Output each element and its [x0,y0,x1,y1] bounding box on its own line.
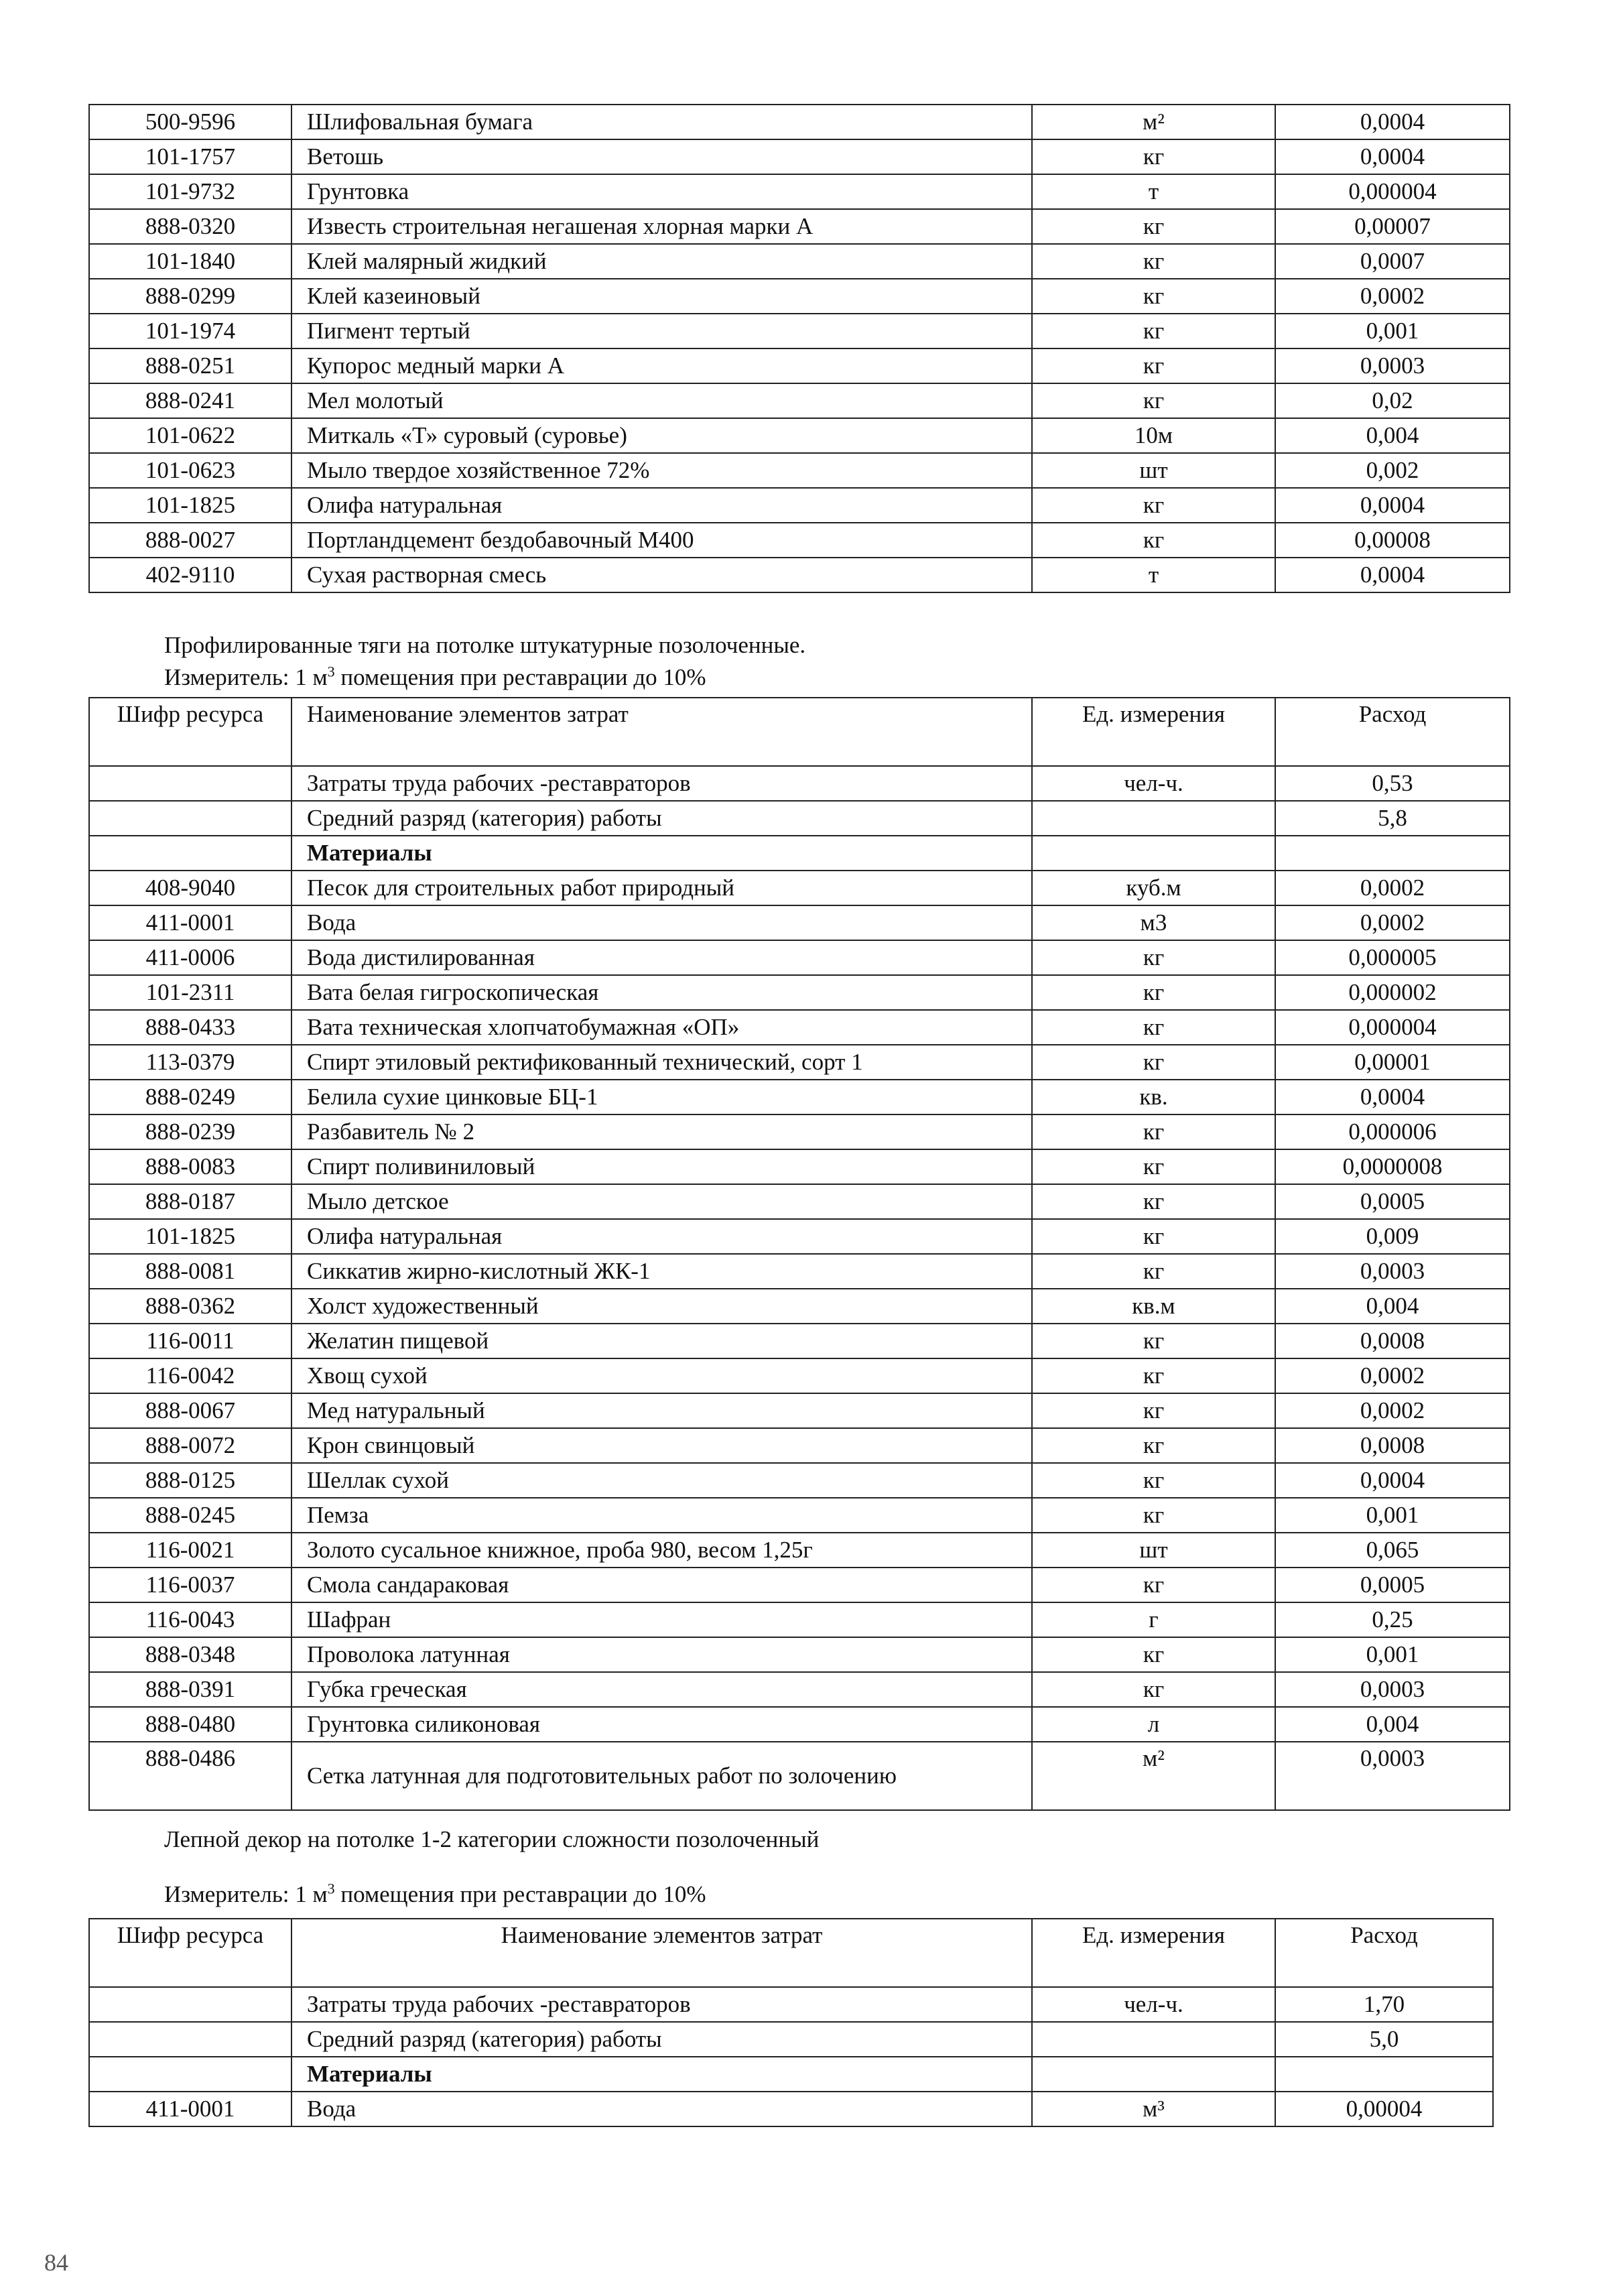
labor-name: Затраты труда рабочих -реставраторов [291,1987,1032,2022]
grade-value: 5,8 [1275,801,1510,836]
table-row [89,1742,1510,1810]
table-row [89,418,1510,453]
resource-value: 0,0007 [1275,244,1510,279]
resource-unit: кг [1032,1184,1275,1219]
grade-row [89,801,1510,836]
table-row [89,558,1510,592]
resource-code: 402-9110 [89,558,291,592]
table-row [89,1428,1510,1463]
resource-value: 0,009 [1275,1219,1510,1254]
resource-unit: кв. [1032,1080,1275,1114]
table-row [89,105,1510,139]
resource-value: 0,0005 [1275,1184,1510,1219]
header-unit: Ед. измерения [1032,698,1275,766]
resource-code: 101-0623 [89,453,291,488]
resource-name: Разбавитель № 2 [291,1114,1032,1149]
measure-sup-2: 3 [327,1880,335,1897]
materials-heading-row [89,2057,1493,2092]
resource-name: Холст художественный [291,1289,1032,1324]
measure-prefix: Измеритель: 1 м [164,664,328,690]
resource-unit: кг [1032,1149,1275,1184]
resource-value: 0,004 [1275,1289,1510,1324]
resource-name: Сухая растворная смесь [291,558,1032,592]
table-row [89,1149,1510,1184]
resource-unit: м3 [1032,905,1275,940]
resource-name: Мел молотый [291,383,1032,418]
resource-name: Вата белая гигроскопическая [291,975,1032,1010]
measure-suffix-2: помещения при реставрации до 10% [334,1881,706,1907]
resource-value: 0,0002 [1275,1358,1510,1393]
resource-unit: м² [1032,105,1275,139]
resource-value: 0,000004 [1275,1010,1510,1045]
resource-value: 0,0004 [1275,488,1510,523]
resource-name: Мыло детское [291,1184,1032,1219]
resource-name: Клей малярный жидкий [291,244,1032,279]
materials-code [89,2057,291,2092]
resource-code: 101-1825 [89,488,291,523]
table-row [89,975,1510,1010]
resource-name: Золото сусальное книжное, проба 980, весом 1,25г [291,1533,1032,1568]
resource-value: 0,0002 [1275,905,1510,940]
resource-unit: кг [1032,975,1275,1010]
resource-name: Пемза [291,1498,1032,1533]
resource-value: 0,000002 [1275,975,1510,1010]
resource-unit: шт [1032,1533,1275,1568]
resource-name: Известь строительная негашеная хлорная марки А [291,209,1032,244]
resource-code: 888-0299 [89,279,291,314]
resource-code: 888-0391 [89,1672,291,1707]
resource-value: 0,0004 [1275,558,1510,592]
resource-unit: кг [1032,1568,1275,1602]
grade-name: Средний разряд (категория) работы [291,2022,1032,2057]
resource-value: 0,002 [1275,453,1510,488]
resource-name: Сиккатив жирно-кислотный ЖК-1 [291,1254,1032,1289]
resource-code: 888-0081 [89,1254,291,1289]
resource-name: Хвощ сухой [291,1358,1032,1393]
resource-value: 0,0003 [1275,348,1510,383]
materials-value [1275,2057,1493,2092]
resource-unit: кг [1032,1219,1275,1254]
resource-value: 0,000005 [1275,940,1510,975]
resource-unit: кг [1032,1114,1275,1149]
resource-code: 411-0006 [89,940,291,975]
resource-value: 0,000004 [1275,174,1510,209]
resource-code: 888-0362 [89,1289,291,1324]
resource-unit: м³ [1032,2092,1275,2126]
resource-name: Клей казеиновый [291,279,1032,314]
table-header-row [89,1919,1493,1987]
resource-name: Песок для строительных работ природный [291,871,1032,905]
measure-sup: 3 [327,663,335,680]
labor-row [89,1987,1493,2022]
resource-value: 0,00004 [1275,2092,1493,2126]
table-row [89,1219,1510,1254]
resource-name: Мед натуральный [291,1393,1032,1428]
resource-unit: кг [1032,279,1275,314]
resource-unit: кг [1032,1010,1275,1045]
resource-value: 0,001 [1275,1637,1510,1672]
resource-value: 0,00008 [1275,523,1510,558]
resource-name: Вода дистилированная [291,940,1032,975]
table-row [89,940,1510,975]
labor-code [89,1987,291,2022]
resource-code: 101-1757 [89,139,291,174]
resource-code: 411-0001 [89,2092,291,2126]
resource-value: 0,0008 [1275,1428,1510,1463]
resource-code: 101-9732 [89,174,291,209]
resource-name: Губка греческая [291,1672,1032,1707]
table-row [89,453,1510,488]
resource-unit: т [1032,174,1275,209]
resource-value: 0,00007 [1275,209,1510,244]
header-code: Шифр ресурса [89,698,291,766]
resource-unit: г [1032,1602,1275,1637]
resource-value: 0,001 [1275,314,1510,348]
resource-value: 0,0005 [1275,1568,1510,1602]
table-row [89,279,1510,314]
resource-code: 116-0042 [89,1358,291,1393]
materials-heading: Материалы [291,836,1032,871]
labor-name: Затраты труда рабочих -реставраторов [291,766,1032,801]
resource-unit: кг [1032,1045,1275,1080]
resource-name: Шафран [291,1602,1032,1637]
grade-code [89,2022,291,2057]
table-row [89,1114,1510,1149]
resource-unit: кг [1032,488,1275,523]
resource-name: Вата техническая хлопчатобумажная «ОП» [291,1010,1032,1045]
table-row [89,1010,1510,1045]
resource-unit: кг [1032,1672,1275,1707]
resource-value: 0,02 [1275,383,1510,418]
table-row [89,2092,1493,2126]
resource-code: 116-0037 [89,1568,291,1602]
labor-unit: чел-ч. [1032,766,1275,801]
table-row [89,1672,1510,1707]
resource-name: Проволока латунная [291,1637,1032,1672]
resource-unit: кг [1032,139,1275,174]
resource-code: 888-0348 [89,1637,291,1672]
resource-value: 0,0002 [1275,1393,1510,1428]
resource-unit: кг [1032,523,1275,558]
table-row [89,209,1510,244]
materials-heading: Материалы [291,2057,1032,2092]
resource-name: Грунтовка [291,174,1032,209]
labor-code [89,766,291,801]
resource-unit: т [1032,558,1275,592]
grade-name: Средний разряд (категория) работы [291,801,1032,836]
resource-table-2 [88,1918,1494,2127]
resource-unit: шт [1032,453,1275,488]
grade-unit [1032,801,1275,836]
resource-value: 0,0004 [1275,105,1510,139]
resource-code: 888-0187 [89,1184,291,1219]
table-row [89,1184,1510,1219]
resource-code: 888-0239 [89,1114,291,1149]
resource-value: 0,0003 [1275,1254,1510,1289]
resource-name: Сетка латунная для подготовительных работ по золочению [291,1742,1032,1810]
resource-value: 0,0004 [1275,139,1510,174]
materials-heading-row [89,836,1510,871]
resource-name: Желатин пищевой [291,1324,1032,1358]
resource-unit: кг [1032,1254,1275,1289]
measure-prefix-2: Измеритель: 1 м [164,1881,328,1907]
resource-name: Смола сандараковая [291,1568,1032,1602]
resource-code: 888-0067 [89,1393,291,1428]
table-row [89,244,1510,279]
measure-unit-caption-2 [164,1880,706,1909]
table-row [89,314,1510,348]
header-name: Наименование элементов затрат [291,698,1032,766]
resource-code: 101-0622 [89,418,291,453]
resource-value: 0,0003 [1275,1672,1510,1707]
table-row [89,1533,1510,1568]
table-row [89,1637,1510,1672]
resource-name: Олифа натуральная [291,488,1032,523]
resource-code: 116-0011 [89,1324,291,1358]
grade-value: 5,0 [1275,2022,1493,2057]
resource-value: 0,0002 [1275,871,1510,905]
resource-unit: кг [1032,1637,1275,1672]
table-row [89,1568,1510,1602]
measure-unit-caption [164,663,706,692]
resource-code: 113-0379 [89,1045,291,1080]
resource-unit: кг [1032,209,1275,244]
resource-unit: 10м [1032,418,1275,453]
materials-unit [1032,836,1275,871]
resource-code: 500-9596 [89,105,291,139]
resource-code: 888-0072 [89,1428,291,1463]
resource-code: 888-0433 [89,1010,291,1045]
table-row [89,523,1510,558]
resource-code: 411-0001 [89,905,291,940]
labor-value: 0,53 [1275,766,1510,801]
resource-name: Олифа натуральная [291,1219,1032,1254]
table-row [89,488,1510,523]
header-unit: Ед. измерения [1032,1919,1275,1987]
table-row [89,1289,1510,1324]
resource-code: 888-0027 [89,523,291,558]
resource-name: Спирт поливиниловый [291,1149,1032,1184]
resource-value: 0,000006 [1275,1114,1510,1149]
resource-value: 0,0008 [1275,1324,1510,1358]
resource-value: 0,25 [1275,1602,1510,1637]
resource-name: Грунтовка силиконовая [291,1707,1032,1742]
table-row [89,1498,1510,1533]
resource-code: 116-0021 [89,1533,291,1568]
table-row [89,1463,1510,1498]
resource-value: 0,0004 [1275,1463,1510,1498]
table-row [89,1358,1510,1393]
resource-code: 888-0241 [89,383,291,418]
table-row [89,174,1510,209]
grade-unit [1032,2022,1275,2057]
resource-unit: кг [1032,1393,1275,1428]
resource-code: 888-0320 [89,209,291,244]
resource-code: 888-0249 [89,1080,291,1114]
resource-code: 101-1974 [89,314,291,348]
resource-code: 101-2311 [89,975,291,1010]
section-title-2: Лепной декор на потолке 1-2 категории сложности позолоченный [164,1826,820,1852]
table-row [89,348,1510,383]
resource-code: 101-1840 [89,244,291,279]
measure-suffix: помещения при реставрации до 10% [334,664,706,690]
header-code: Шифр ресурса [89,1919,291,1987]
resource-name: Купорос медный марки А [291,348,1032,383]
resource-unit: кг [1032,348,1275,383]
section-title: Профилированные тяги на потолке штукатурные позолоченные. [164,632,806,658]
table-row [89,1254,1510,1289]
materials-unit [1032,2057,1275,2092]
resource-name: Шлифовальная бумага [291,105,1032,139]
table-row [89,871,1510,905]
resource-value: 0,065 [1275,1533,1510,1568]
resource-name: Портландцемент бездобавочный М400 [291,523,1032,558]
grade-row [89,2022,1493,2057]
resource-name: Миткаль «Т» суровый (суровье) [291,418,1032,453]
resource-table [88,697,1510,1811]
labor-unit: чел-ч. [1032,1987,1275,2022]
resource-unit: кв.м [1032,1289,1275,1324]
resource-unit: куб.м [1032,871,1275,905]
materials-code [89,836,291,871]
page-number: 84 [44,2249,68,2276]
resource-unit: кг [1032,1463,1275,1498]
resource-name: Вода [291,2092,1032,2126]
table-row [89,1393,1510,1428]
resource-unit: м² [1032,1742,1275,1810]
resource-name: Спирт этиловый ректификованный технический, сорт 1 [291,1045,1032,1080]
resource-value: 0,004 [1275,418,1510,453]
table-row [89,139,1510,174]
resource-code: 888-0245 [89,1498,291,1533]
resource-name: Пигмент тертый [291,314,1032,348]
resource-name: Вода [291,905,1032,940]
table-row [89,1080,1510,1114]
resource-value: 0,0002 [1275,279,1510,314]
table-header-row [89,698,1510,766]
resource-unit: кг [1032,1498,1275,1533]
resource-unit: кг [1032,314,1275,348]
resource-value: 0,00001 [1275,1045,1510,1080]
resource-name: Белила сухие цинковые БЦ-1 [291,1080,1032,1114]
resource-code: 101-1825 [89,1219,291,1254]
resource-name: Ветошь [291,139,1032,174]
resource-code: 888-0251 [89,348,291,383]
labor-row [89,766,1510,801]
table-row [89,1045,1510,1080]
table-row [89,905,1510,940]
table-row [89,1707,1510,1742]
table-row [89,1324,1510,1358]
resource-value: 0,0003 [1275,1742,1510,1810]
header-value: Расход [1275,1919,1493,1987]
header-name: Наименование элементов затрат [291,1919,1032,1987]
resource-code: 116-0043 [89,1602,291,1637]
resource-code: 408-9040 [89,871,291,905]
header-value: Расход [1275,698,1510,766]
resource-unit: кг [1032,1324,1275,1358]
resource-code: 888-0480 [89,1707,291,1742]
materials-value [1275,836,1510,871]
materials-table-continued [88,104,1510,593]
resource-name: Мыло твердое хозяйственное 72% [291,453,1032,488]
resource-value: 0,0000008 [1275,1149,1510,1184]
grade-code [89,801,291,836]
table-row [89,383,1510,418]
resource-unit: кг [1032,244,1275,279]
resource-value: 0,001 [1275,1498,1510,1533]
resource-value: 0,0004 [1275,1080,1510,1114]
resource-name: Крон свинцовый [291,1428,1032,1463]
resource-code: 888-0083 [89,1149,291,1184]
resource-unit: кг [1032,940,1275,975]
resource-unit: кг [1032,1428,1275,1463]
resource-unit: кг [1032,1358,1275,1393]
resource-unit: кг [1032,383,1275,418]
resource-unit: л [1032,1707,1275,1742]
resource-value: 0,004 [1275,1707,1510,1742]
resource-name: Шеллак сухой [291,1463,1032,1498]
resource-code: 888-0486 [89,1742,291,1810]
labor-value: 1,70 [1275,1987,1493,2022]
table-row [89,1602,1510,1637]
resource-code: 888-0125 [89,1463,291,1498]
